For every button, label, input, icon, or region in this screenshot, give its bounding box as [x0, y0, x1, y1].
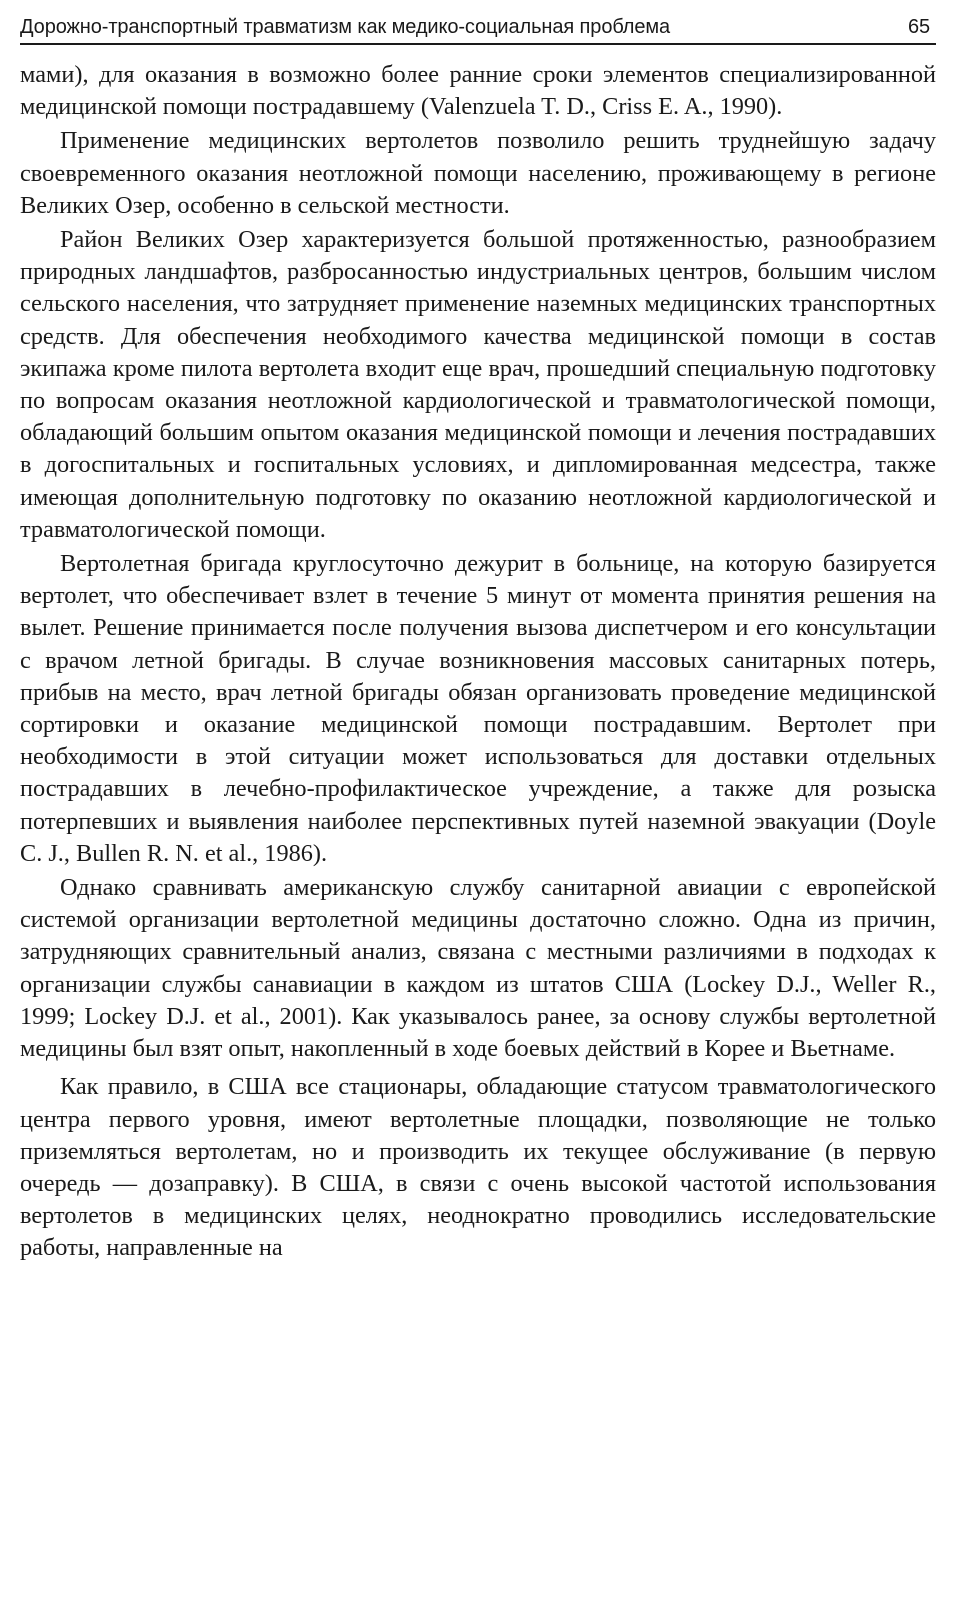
paragraph-6: Как правило, в США все стационары, обладающие статусом травматологического центра первого уровня, имеют вертолетные площадки, позволяющие не только приземляться вертолетам, но и производить их текущее обслуживание (в первую очередь — дозаправку). В США, в связи с очень высокой частотой использования вертолетов в медицинских целях, неоднократно проводились исследовательские работы, направленные на	[20, 1073, 936, 1262]
paragraph-3: Район Великих Озер характеризуется большой протяженностью, разнообразием природных ландшафтов, разбросанностью индустриальных центров, большим числом сельского населения, что затрудняет применение наземных медицинских транспортных средств. Для обеспечения необходимого качества медицинской помощи в состав экипажа кроме пилота вертолета входит еще врач, прошедший специальную подготовку по вопросам оказания неотложной кардиологической и травматологической помощи, обладающий большим опытом оказания медицинской помощи и лечения пострадавших в догоспитальных и госпитальных условиях, и дипломированная медсестра, также имеющая дополнительную подготовку по оказанию неотложной кардиологической и травматологической помощи.	[20, 226, 936, 543]
paragraph-5: Однако сравнивать американскую службу санитарной авиации с европейской системой организации вертолетной медицины достаточно сложно. Одна из причин, затрудняющих сравнительный анализ, связана с местными различиями в подходах к организации службы санавиации в каждом из штатов США (Lockey D.J., Weller R., 1999; Lockey D.J. et al., 2001). Как указывалось ранее, за основу службы вертолетной медицины был взят опыт, накопленный в ходе боевых действий в Корее и Вьетнаме.	[20, 874, 936, 1063]
body-text	[20, 59, 936, 1265]
page-number: 65	[907, 16, 930, 38]
book-page	[20, 14, 936, 1267]
running-header	[20, 14, 936, 45]
paragraph-1: мами), для оказания в возможно более ранние сроки элементов специализированной медицинской помощи пострадавшему (Valenzuela T. D., Criss E. A., 1990).	[20, 61, 936, 121]
paragraph-4: Вертолетная бригада круглосуточно дежурит в больнице, на которую базируется вертолет, что обеспечивает взлет в течение 5 минут от момента принятия решения на вылет. Решение принимается после получения вызова диспетчером и его консультации с врачом летной бригады. В случае возникновения массовых санитарных потерь, прибыв на место, врач летной бригады обязан организовать проведение медицинской сортировки и оказание медицинской помощи пострадавшим. Вертолет при необходимости в этой ситуации может использоваться для доставки отдельных пострадавших в лечебно-профилактическое учреждение, а также для розыска потерпевших и выявления наиболее перспективных путей наземной эвакуации (Doyle C. J., Bullen R. N. et al., 1986).	[20, 550, 936, 867]
running-title: Дорожно-транспортный травматизм как медико-социальная проблема	[20, 16, 671, 38]
paragraph-2: Применение медицинских вертолетов позволило решить труднейшую задачу своевременного оказания неотложной помощи населению, проживающему в регионе Великих Озер, особенно в сельской местности.	[20, 127, 936, 219]
